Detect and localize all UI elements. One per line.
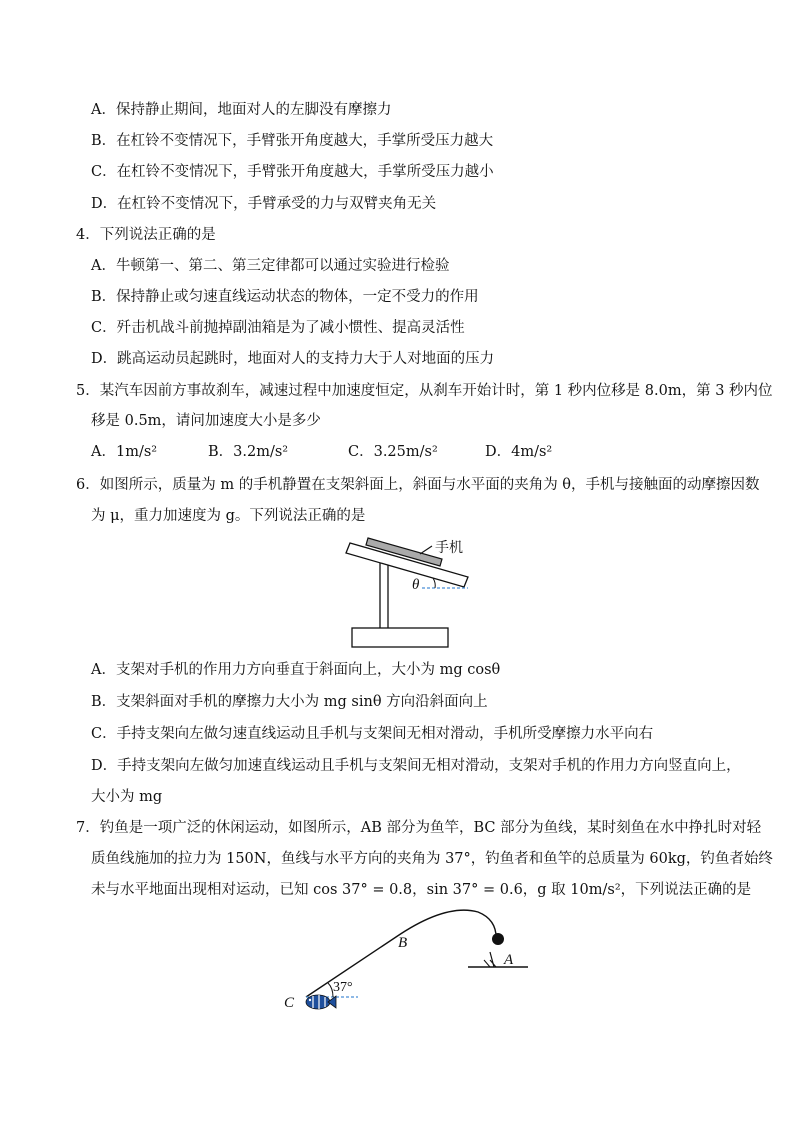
- q6-option-b: B．支架斜面对手机的摩擦力大小为 mg sinθ 方向沿斜面向上: [91, 694, 488, 710]
- q6-stem-line2: 为 μ，重力加速度为 g。下列说法正确的是: [91, 508, 366, 524]
- q4-stem: 4．下列说法正确的是: [76, 227, 216, 243]
- q5-option-a: A．1m/s²: [91, 444, 158, 460]
- phone-stand-figure: [340, 530, 480, 652]
- q7-stem-line2: 质鱼线施加的拉力为 150N，鱼线与水平方向的夹角为 37°，钓鱼者和鱼竿的总质量为 60kg，钓鱼者始终: [91, 851, 773, 867]
- theta-label: θ: [412, 577, 420, 593]
- q4-option-d: D．跳高运动员起跳时，地面对人的支持力大于人对地面的压力: [91, 351, 495, 367]
- q5-stem-line2: 移是 0.5m，请问加速度大小是多少: [91, 413, 321, 429]
- phone-label: 手机: [435, 541, 463, 556]
- fisher-head: [492, 933, 504, 945]
- label-c: C: [284, 995, 295, 1011]
- q4-option-a: A．牛顿第一、第二、第三定律都可以通过实验进行检验: [91, 258, 450, 274]
- q5-option-c: C．3.25m/s²: [348, 444, 438, 460]
- q5-stem-line1: 5．某汽车因前方事故刹车，减速过程中加速度恒定，从刹车开始计时，第 1 秒内位移是 8.0m，第 3 秒内位: [76, 383, 773, 399]
- q6-option-d: D．手持支架向左做匀加速直线运动且手机与支架间无相对滑动，支架对手机的作用力方向竖直向上，: [91, 758, 741, 774]
- q6-option-d-cont: 大小为 mg: [91, 789, 163, 805]
- q3-option-d: D．在杠铃不变情况下，手臂承受的力与双臂夹角无关: [91, 196, 437, 212]
- q4-option-b: B．保持静止或匀速直线运动状态的物体，一定不受力的作用: [91, 289, 479, 305]
- q3-option-b: B．在杠铃不变情况下，手臂张开角度越大，手掌所受压力越大: [91, 133, 494, 149]
- q6-option-c: C．手持支架向左做匀速直线运动且手机与支架间无相对滑动，手机所受摩擦力水平向右: [91, 726, 654, 742]
- stand-base: [352, 628, 448, 647]
- q7-stem-line1: 7．钓鱼是一项广泛的休闲运动，如图所示，AB 部分为鱼竿，BC 部分为鱼线，某时刻鱼在水中挣扎时对轻: [76, 820, 762, 836]
- label-a: A: [504, 952, 514, 968]
- q5-option-b: B．3.2m/s²: [208, 444, 289, 460]
- fishing-figure: [278, 900, 538, 1020]
- q4-option-c: C．歼击机战斗前抛掉副油箱是为了减小惯性、提高灵活性: [91, 320, 465, 336]
- q5-option-d: D．4m/s²: [485, 444, 553, 460]
- q6-option-a: A．支架对手机的作用力方向垂直于斜面向上，大小为 mg cosθ: [91, 662, 501, 678]
- label-b: B: [398, 935, 408, 951]
- q3-option-a: A．保持静止期间，地面对人的左脚没有摩擦力: [91, 102, 392, 118]
- q7-stem-line3: 未与水平地面出现相对运动，已知 cos 37° = 0.8，sin 37° = 0.6，g 取 10m/s²，下列说法正确的是: [91, 882, 752, 898]
- q6-stem-line1: 6．如图所示，质量为 m 的手机静置在支架斜面上，斜面与水平面的夹角为 θ，手机与接触面的动摩擦因数: [76, 477, 760, 493]
- label-angle: 37°: [333, 980, 353, 995]
- q3-option-c: C．在杠铃不变情况下，手臂张开角度越大，手掌所受压力越小: [91, 164, 494, 180]
